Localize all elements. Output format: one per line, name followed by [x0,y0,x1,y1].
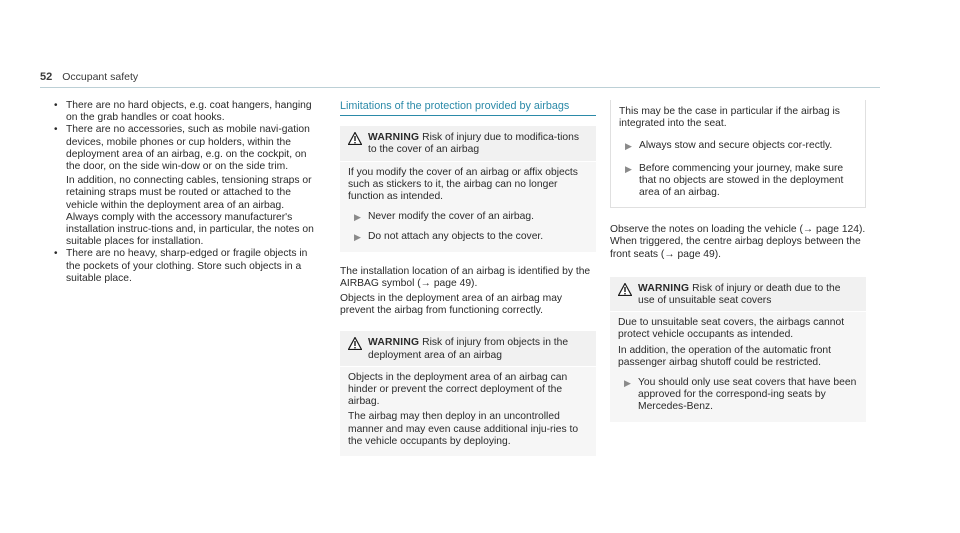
bullet-icon: • [54,100,58,111]
action-text: Before commencing your journey, make sure that no objects are stowed in the deployment area of an airbag. [639,162,844,199]
action-text: You should only use seat covers that have been approved for the correspond-ing seats by Mercedes-Benz. [638,377,857,413]
action-item [618,377,858,414]
warning-text: In addition, the operation of the automatic front passenger airbag shutoff could be restricted. [618,344,831,368]
warning-heading [368,337,588,361]
warning-label: WARNING [368,132,420,144]
page-number: 52 [40,71,53,83]
column-1 [54,100,316,285]
warning-continuation [610,100,866,208]
warning-box [610,277,866,422]
warning-label: WARNING [368,337,420,349]
action-text: Never modify the cover of an airbag. [368,211,534,223]
arrow-icon: ▶ [625,163,632,174]
action-text: Do not attach any objects to the cover. [368,231,544,243]
bullet-icon: • [54,124,58,136]
warning-header [340,331,596,366]
arrow-icon: ▶ [354,232,361,243]
list-item-text: There are no hard objects, e.g. coat hangers, hanging on the grab handles or coat hooks. [66,100,312,124]
warning-heading [638,283,858,307]
warning-triangle-icon [348,337,362,350]
action-item [348,211,588,223]
action-text: Always stow and secure objects cor-rectly. [639,140,833,152]
warning-box [340,331,596,456]
warning-label: WARNING [638,282,690,294]
warning-body [340,162,596,252]
warning-title: Risk of injury or death due to the use of unsuitable seat covers [638,282,841,307]
warning-text: This may be the case in particular if the airbag is integrated into the seat. [619,106,840,130]
warning-text: The airbag may then deploy in an uncontrolled manner and may even cause additional inju-ries to the vehicle occupants by deploying. [348,411,579,447]
header-rule [40,87,880,88]
list-item-text: There are no accessories, such as mobile navi-gation devices, mobile phones or cup holders, within the deployment area of an airbag, e.g. on the cockpit, on the door, on the side win-dow or on the side trim. [66,124,310,173]
bullet-icon: • [54,248,58,260]
warning-body [610,312,866,421]
list-item [54,248,316,285]
warning-box [340,126,596,251]
action-item [348,231,588,243]
action-item [619,163,857,200]
column-3 [610,100,866,422]
arrow-icon: ▶ [625,141,632,152]
warning-heading [368,132,588,156]
page-header [40,71,138,83]
body-paragraph: The installation location of an airbag is identified by the AIRBAG symbol (→ page 49). [340,265,591,289]
column-2 [340,100,596,456]
warning-header [340,126,596,161]
list-item-text: There are no heavy, sharp-edged or fragile objects in the pockets of your clothing. Store such objects in a suitable place. [66,248,308,284]
warning-body [340,367,596,456]
body-paragraph: Objects in the deployment area of an airbag may prevent the airbag from functioning correctly. [340,293,563,317]
warning-text: If you modify the cover of an airbag or affix objects such as stickers to it, the airbag can no longer function as intended. [348,166,578,203]
list-item [54,100,316,124]
list-item [54,124,316,248]
warning-text: Due to unsuitable seat covers, the airbags cannot protect vehicle occupants as intended. [618,317,845,341]
warning-text: Objects in the deployment area of an airbag can hinder or prevent the correct deployment of the airbag. [348,371,568,408]
arrow-icon: ▶ [354,212,361,223]
warning-header [610,277,866,312]
action-item [619,140,857,152]
warning-title: Risk of injury from objects in the deployment area of an airbag [368,337,569,361]
warning-title: Risk of injury due to modifica-tions to the cover of an airbag [368,132,579,156]
arrow-icon: ▶ [624,378,631,389]
section-title: Occupant safety [62,71,139,83]
section-heading: Limitations of the protection provided by airbags [340,100,596,116]
bullet-list [54,100,316,285]
warning-triangle-icon [618,283,632,296]
warning-triangle-icon [348,132,362,145]
list-item-text: In addition, no connecting cables, tensioning straps or retaining straps must be routed or attached to the vehicle within the deployment area of an airbag. Always comply with the accessory manufacturer's installation instruc-tions and, in particular, the notes on suitable places for installation. [66,175,314,248]
body-paragraph: Observe the notes on loading the vehicle (→ page 124). When triggered, the centre airbag deploys between the front seats (→ page 49). [610,224,866,260]
